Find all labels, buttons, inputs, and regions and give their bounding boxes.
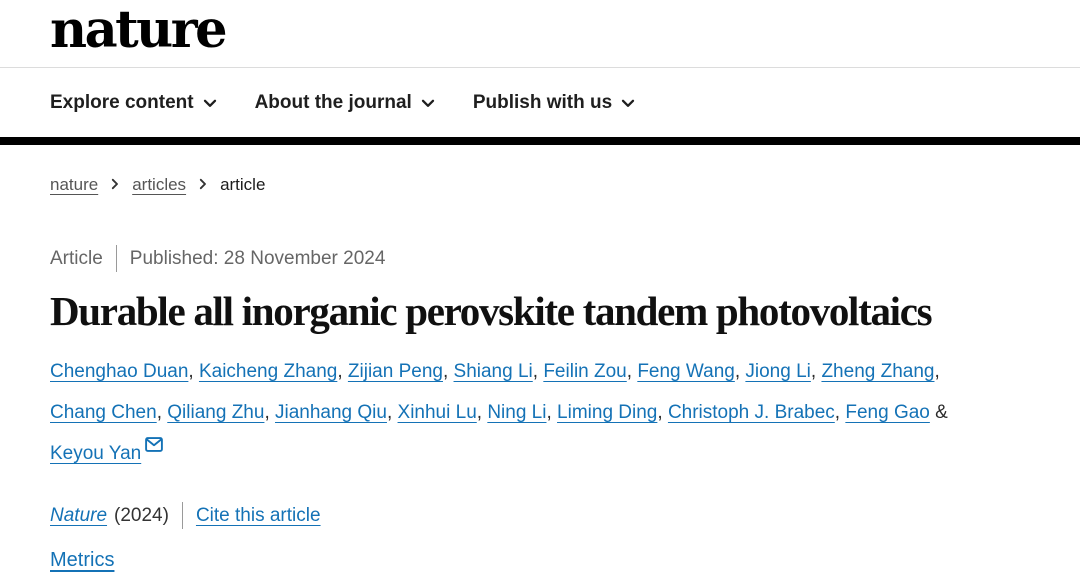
author-link[interactable]: Christoph J. Brabec [667, 402, 835, 424]
chevron-down-icon [421, 92, 435, 114]
author-link[interactable]: Shiang Li [453, 361, 533, 383]
site-header [0, 0, 1080, 68]
nav-publish-with-us-label: Publish with us [472, 91, 613, 113]
vertical-divider [116, 245, 117, 272]
chevron-right-icon [199, 175, 207, 195]
author-link[interactable]: Liming Ding [557, 402, 658, 424]
author-link[interactable]: Zijian Peng [347, 361, 443, 383]
author-separator-ampersand: & [929, 402, 948, 424]
author-link[interactable]: Chenghao Duan [50, 361, 189, 383]
chevron-down-icon [203, 92, 217, 114]
author-separator: , [337, 361, 348, 383]
author-separator: , [626, 361, 638, 383]
author-link[interactable]: Qiliang Zhu [167, 402, 265, 424]
author-separator: , [834, 402, 846, 424]
breadcrumb-link-articles[interactable]: articles [132, 175, 187, 194]
author-separator: , [657, 402, 668, 424]
author-separator: , [734, 361, 746, 383]
header-divider [0, 137, 1080, 145]
journal-name-link[interactable]: Nature [50, 504, 108, 526]
article-meta [50, 245, 1030, 272]
article-title: Durable all inorganic perovskite tandem photovoltaics [50, 288, 932, 334]
journal-citation-line [50, 502, 1030, 529]
author-link[interactable]: Feilin Zou [543, 361, 627, 383]
author-link[interactable]: Jianhang Qiu [275, 402, 387, 424]
chevron-right-icon [111, 175, 119, 195]
author-link[interactable]: Chang Chen [50, 402, 157, 424]
author-separator: , [156, 402, 168, 424]
author-separator: , [476, 402, 488, 424]
published-date: Published: 28 November 2024 [129, 247, 386, 269]
author-link[interactable]: Feng Wang [637, 361, 735, 383]
author-separator: , [442, 361, 454, 383]
author-link[interactable]: Keyou Yan [50, 443, 142, 465]
metrics-link[interactable]: Metrics [50, 549, 115, 572]
author-separator: , [264, 402, 275, 424]
author-separator: , [546, 402, 558, 424]
email-icon[interactable] [145, 426, 163, 467]
author-list [50, 351, 1030, 474]
article-type-label: Article [50, 247, 103, 269]
author-separator: , [810, 361, 822, 383]
nav-explore-content-label: Explore content [50, 91, 194, 113]
article-main [0, 175, 1080, 572]
chevron-down-icon [621, 92, 635, 114]
breadcrumb-link-nature[interactable]: nature [50, 175, 99, 194]
author-separator: , [934, 361, 940, 383]
nav-explore-content[interactable] [50, 92, 217, 114]
author-link[interactable]: Feng Gao [845, 402, 930, 424]
nature-logo[interactable]: nature [50, 0, 226, 60]
author-link[interactable]: Xinhui Lu [397, 402, 477, 424]
author-link[interactable]: Kaicheng Zhang [198, 361, 338, 383]
author-link[interactable]: Jiong Li [745, 361, 811, 383]
breadcrumb-current: article [220, 175, 266, 194]
nav-about-the-journal[interactable] [255, 92, 435, 114]
author-separator: , [386, 402, 398, 424]
main-nav [0, 68, 1080, 137]
breadcrumb [50, 175, 1030, 195]
author-separator: , [532, 361, 544, 383]
journal-year: (2024) [114, 504, 169, 526]
author-separator: , [188, 361, 199, 383]
author-link[interactable]: Zheng Zhang [821, 361, 935, 383]
author-link[interactable]: Ning Li [487, 402, 547, 424]
vertical-divider [182, 502, 183, 529]
cite-this-article-link[interactable]: Cite this article [195, 504, 321, 526]
nav-publish-with-us[interactable] [473, 92, 635, 114]
nav-about-the-journal-label: About the journal [254, 91, 412, 113]
